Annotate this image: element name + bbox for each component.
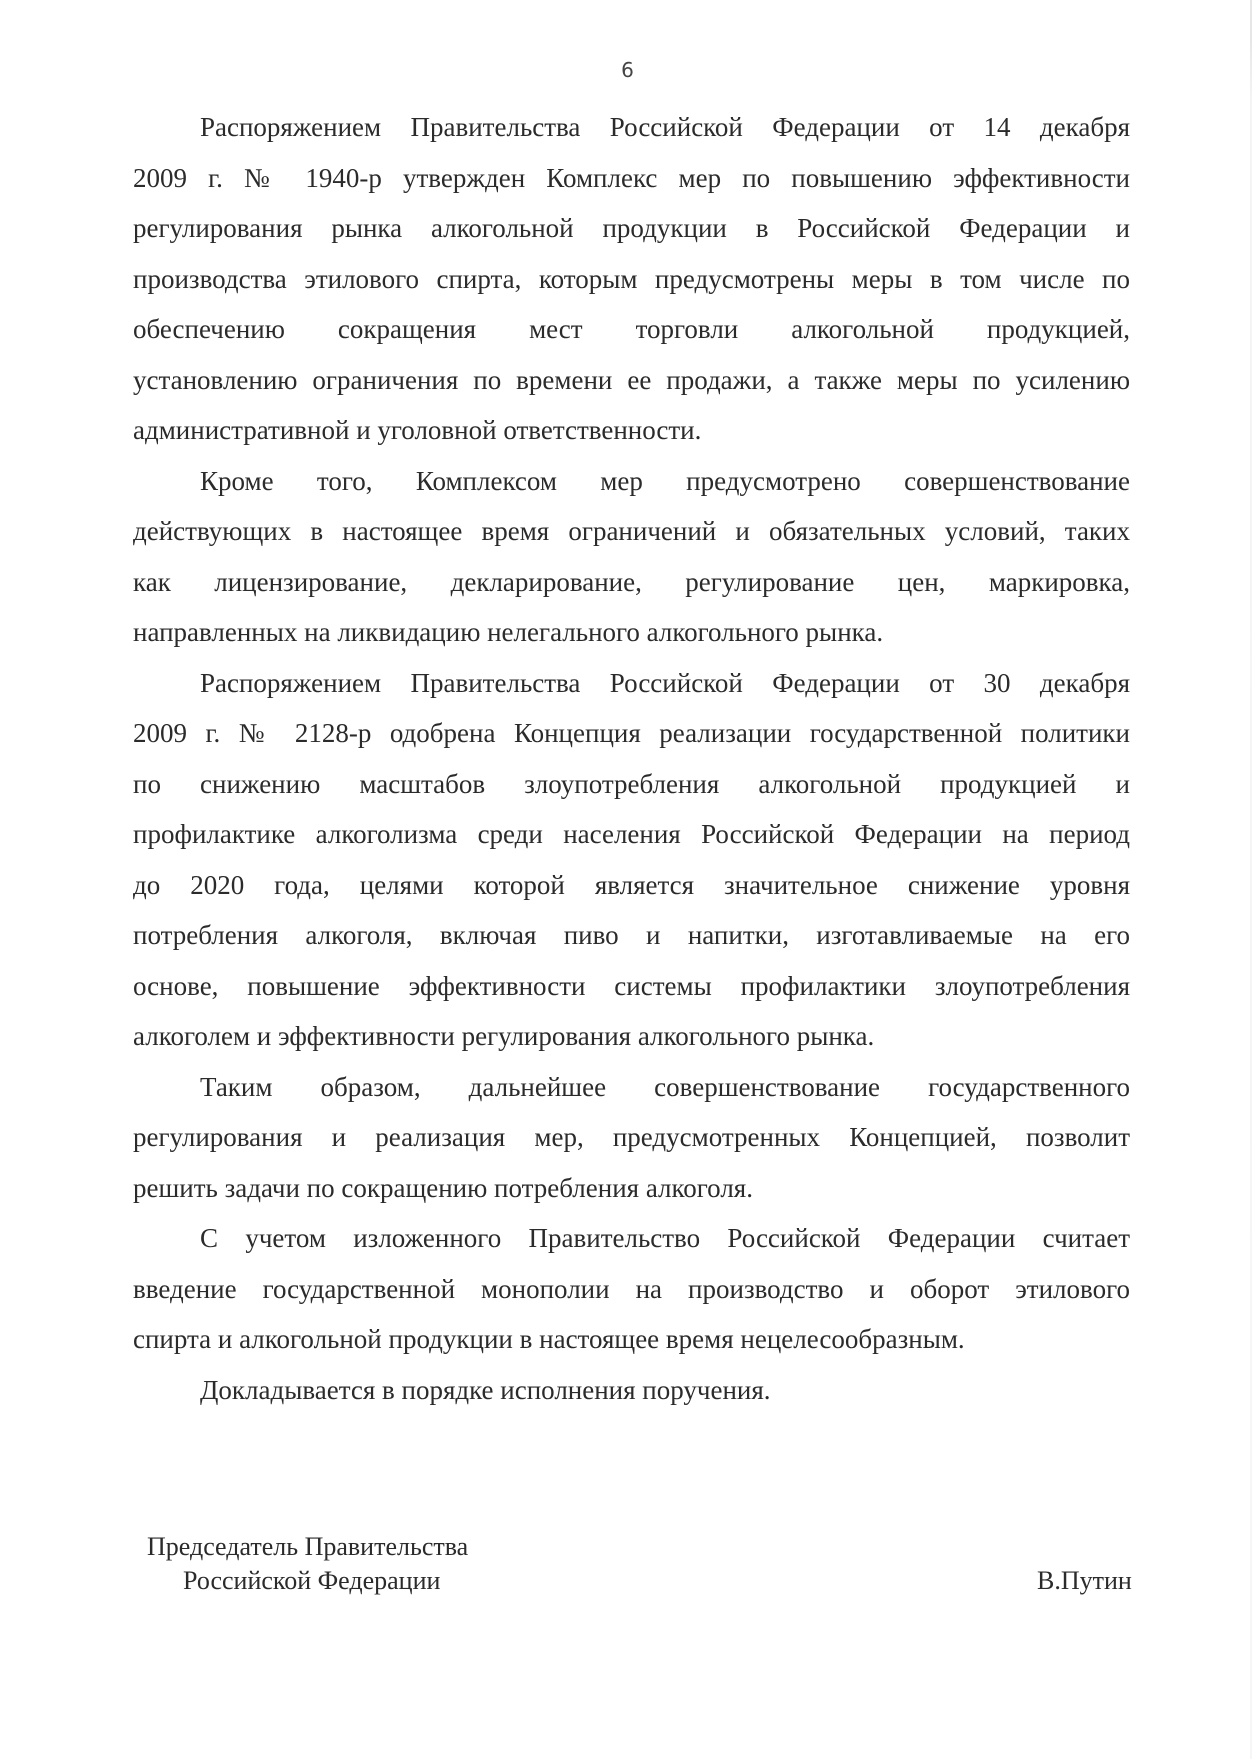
paragraph-line: потребления алкоголя, включая пиво и напитки, изготавливаемые на его [133,920,1130,950]
paragraph-line: 2009 г. № 2128-р одобрена Концепция реализации государственной политики [133,718,1130,748]
paragraph-line: производства этилового спирта, которым предусмотрены меры в том числе по [133,263,1130,294]
paragraph-line: профилактике алкоголизма среди населения Российской Федерации на период [133,819,1130,849]
document-body [133,102,1130,1415]
paragraph-line: регулирования и реализация мер, предусмотренных Концепцией, позволит [133,1122,1130,1152]
paragraph [133,102,1130,456]
paragraph-line: алкоголем и эффективности регулирования алкогольного рынка. [133,1021,875,1051]
signature-title [147,1530,468,1598]
paragraph-line: Кроме того, Комплексом мер предусмотрено совершенствование [200,465,1130,496]
paragraph-line: основе, повышение эффективности системы профилактики злоупотребления [133,970,1130,1001]
signature-title-line-1: Председатель Правительства [147,1532,469,1561]
paragraph [133,1213,1130,1365]
paragraph-line: установлению ограничения по времени ее продажи, а также меры по усилению [133,364,1130,395]
scan-edge-line [1250,0,1252,1759]
paragraph [133,1365,1130,1416]
paragraph-line: решить задачи по сокращению потребления алкоголя. [133,1172,753,1203]
signature-name: В.Путин [1037,1566,1132,1595]
paragraph-line: 2009 г. № 1940-р утвержден Комплекс мер по повышению эффективности [133,162,1130,193]
paragraph-line: действующих в настоящее время ограничений и обязательных условий, таких [133,516,1130,546]
paragraph-line: спирта и алкогольной продукции в настоящее время нецелесообразным. [133,1324,965,1354]
paragraph-line: регулирования рынка алкогольной продукции в Российской Федерации и [133,213,1130,243]
paragraph-line: С учетом изложенного Правительство Российской Федерации считает [200,1223,1130,1253]
paragraph-line: обеспечению сокращения мест торговли алкогольной продукцией, [133,314,1130,344]
paragraph-line: по снижению масштабов злоупотребления алкогольной продукцией и [133,768,1130,799]
paragraph-line: направленных на ликвидацию нелегального алкогольного рынка. [133,617,884,647]
paragraph-line: как лицензирование, декларирование, регулирование цен, маркировка, [133,566,1130,597]
paragraph-line: введение государственной монополии на производство и оборот этилового [133,1273,1130,1304]
page-number: 6 [621,58,634,82]
paragraph-line: административной и уголовной ответственности. [133,415,702,445]
paragraph [133,456,1130,658]
paragraph-line: Таким образом, дальнейшее совершенствование государственного [200,1071,1130,1102]
paragraph [133,658,1130,1062]
signature-title-line-2: Российской Федерации [183,1566,441,1595]
paragraph [133,1062,1130,1214]
paragraph-line: до 2020 года, целями которой является значительное снижение уровня [133,869,1130,900]
paragraph-line: Распоряжением Правительства Российской Федерации от 30 декабря [200,667,1130,698]
paragraph-line: Распоряжением Правительства Российской Федерации от 14 декабря [200,112,1130,142]
paragraph-line: Докладывается в порядке исполнения поручения. [200,1374,771,1405]
